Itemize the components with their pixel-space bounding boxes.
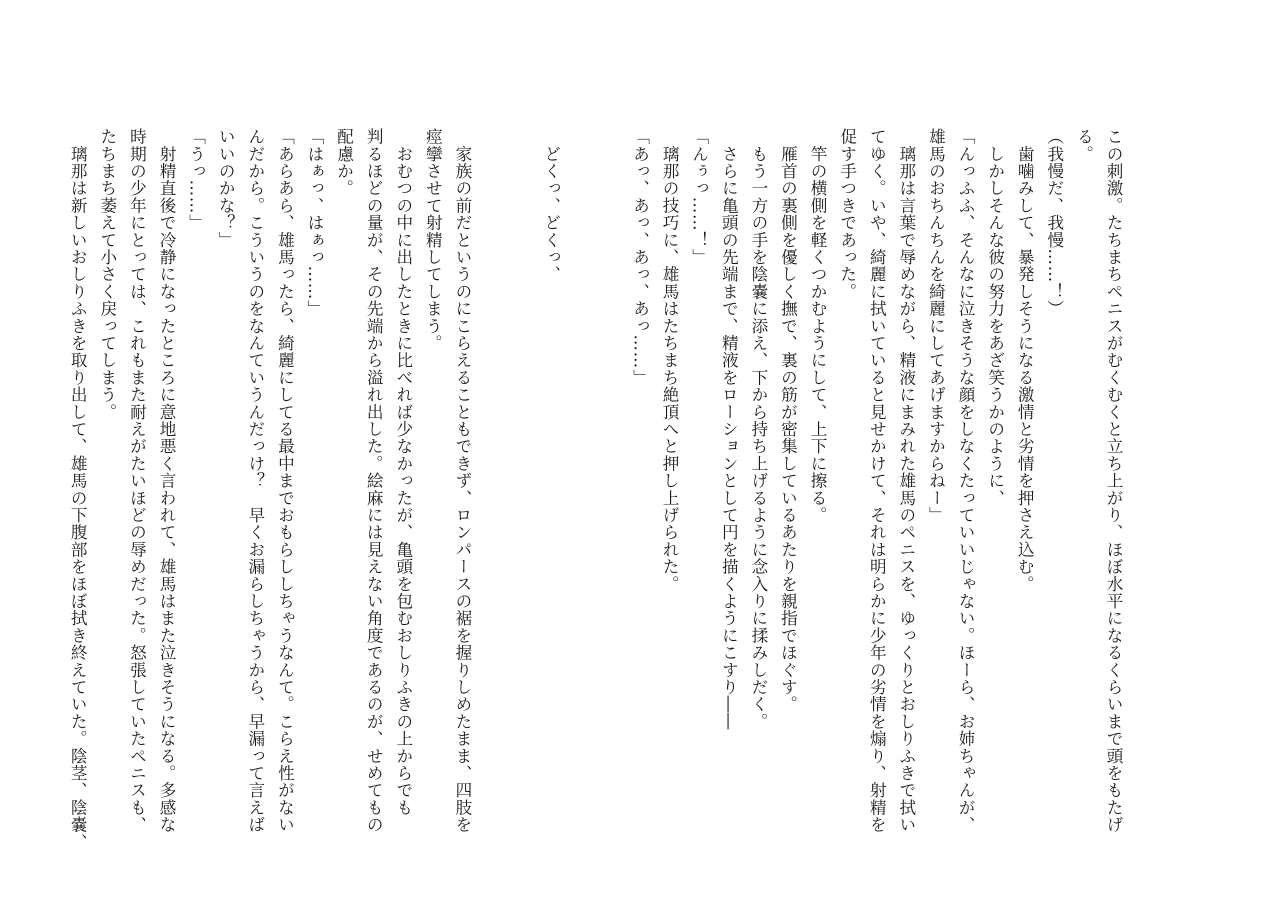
text-line: 痙攣させて射精してしまう。 xyxy=(423,128,443,352)
text-line: 「うっ……」 xyxy=(186,128,206,232)
text-line: 「はぁっ、はぁっ……」 xyxy=(304,128,324,318)
text-line: てゆく。いや、綺麗に拭いていると見せかけて、それは明らかに少年の劣情を煽り、射精を xyxy=(867,128,887,834)
text-line: おむつの中に出したときに比べれば少なかったが、亀頭を包むおしりふきの上からでも xyxy=(393,128,413,816)
text-line: たちまち萎えて小さく戻ってしまう。 xyxy=(97,128,117,421)
text-line: 判るほどの量が、その先端から溢れ出した。絵麻には見えない角度であるのが、せめてもの xyxy=(364,128,384,834)
text-line: 家族の前だというのにこらえることもできず、ロンパースの裾を握りしめたまま、四肢を xyxy=(452,128,472,834)
text-line: いいのかな？」 xyxy=(216,128,236,249)
text-line: 「んぅっ……！」 xyxy=(689,128,709,266)
text-line: んだから。こういうのをなんていうんだっけ？ 早くお漏らしちゃうから、早漏って言えば xyxy=(245,128,265,834)
text-line: この刺激。たちまちペニスがむくむくと立ち上がり、ほぼ水平になるくらいまで頭をもたげ xyxy=(1104,128,1123,834)
text-line: 「あらあら、雄馬ったら、綺麗にしてる最中までおもらししちゃうなんて。こらえ性がない xyxy=(275,128,295,834)
blank-line xyxy=(595,128,625,768)
text-line: 時期の少年にとっては、これもまた耐えがたいほどの辱めだった。怒張していたペニスも、 xyxy=(127,128,147,834)
text-line: 璃那の技巧に、雄馬はたちまち絶頂へと押し上げられた。 xyxy=(660,128,680,593)
text-line: 配慮か。 xyxy=(334,128,354,197)
blank-line xyxy=(477,128,507,768)
text-line: さらに亀頭の先端まで、精液をローションとして円を描くようにこすり―― xyxy=(719,128,739,730)
text-line: どくっ、どくっ、 xyxy=(541,128,561,283)
text-line: 雁首の裏側を優しく撫で、裏の筋が密集しているあたりを親指でほぐす。 xyxy=(778,128,798,713)
text-line: （我慢だ、我慢……！） xyxy=(1044,128,1064,318)
text-line: しかしそんな彼の努力をあざ笑うかのように、 xyxy=(985,128,1005,507)
text-line: 「あっ、あっ、あっ、あっ……」 xyxy=(630,128,650,386)
text-line: 竿の横側を軽くつかむようにして、上下に擦る。 xyxy=(808,128,828,524)
text-line: 璃那は言葉で辱めながら、精液にまみれた雄馬のペニスを、ゆっくりとおしりふきで拭い xyxy=(896,128,916,834)
blank-line xyxy=(566,128,596,768)
vertical-text-body xyxy=(68,128,1128,851)
blank-line xyxy=(507,128,537,768)
text-line: 促す手つきであった。 xyxy=(837,128,857,300)
text-line: 璃那は新しいおしりふきを取り出して、雄馬の下腹部をほぼ拭き終えていた。陰茎、陰嚢、 xyxy=(68,128,88,851)
text-line: 射精直後で冷静になったところに意地悪く言われて、雄馬はまた泣きそうになる。多感な xyxy=(157,128,176,834)
text-line: もう一方の手を陰嚢に添え、下から持ち上げるように念入りに揉みしだく。 xyxy=(748,128,768,730)
text-line: 「んっふふ、そんなに泣きそうな顔をしなくたっていいじゃない。ほーら、お姉ちゃんが、 xyxy=(956,128,976,834)
text-line: 歯噛みして、暴発しそうになる激情と劣情を押さえ込む。 xyxy=(1015,128,1035,593)
text-line: る。 xyxy=(1074,128,1094,163)
text-line: 雄馬のおちんちんを綺麗にしてあげますからねー」 xyxy=(926,128,946,524)
